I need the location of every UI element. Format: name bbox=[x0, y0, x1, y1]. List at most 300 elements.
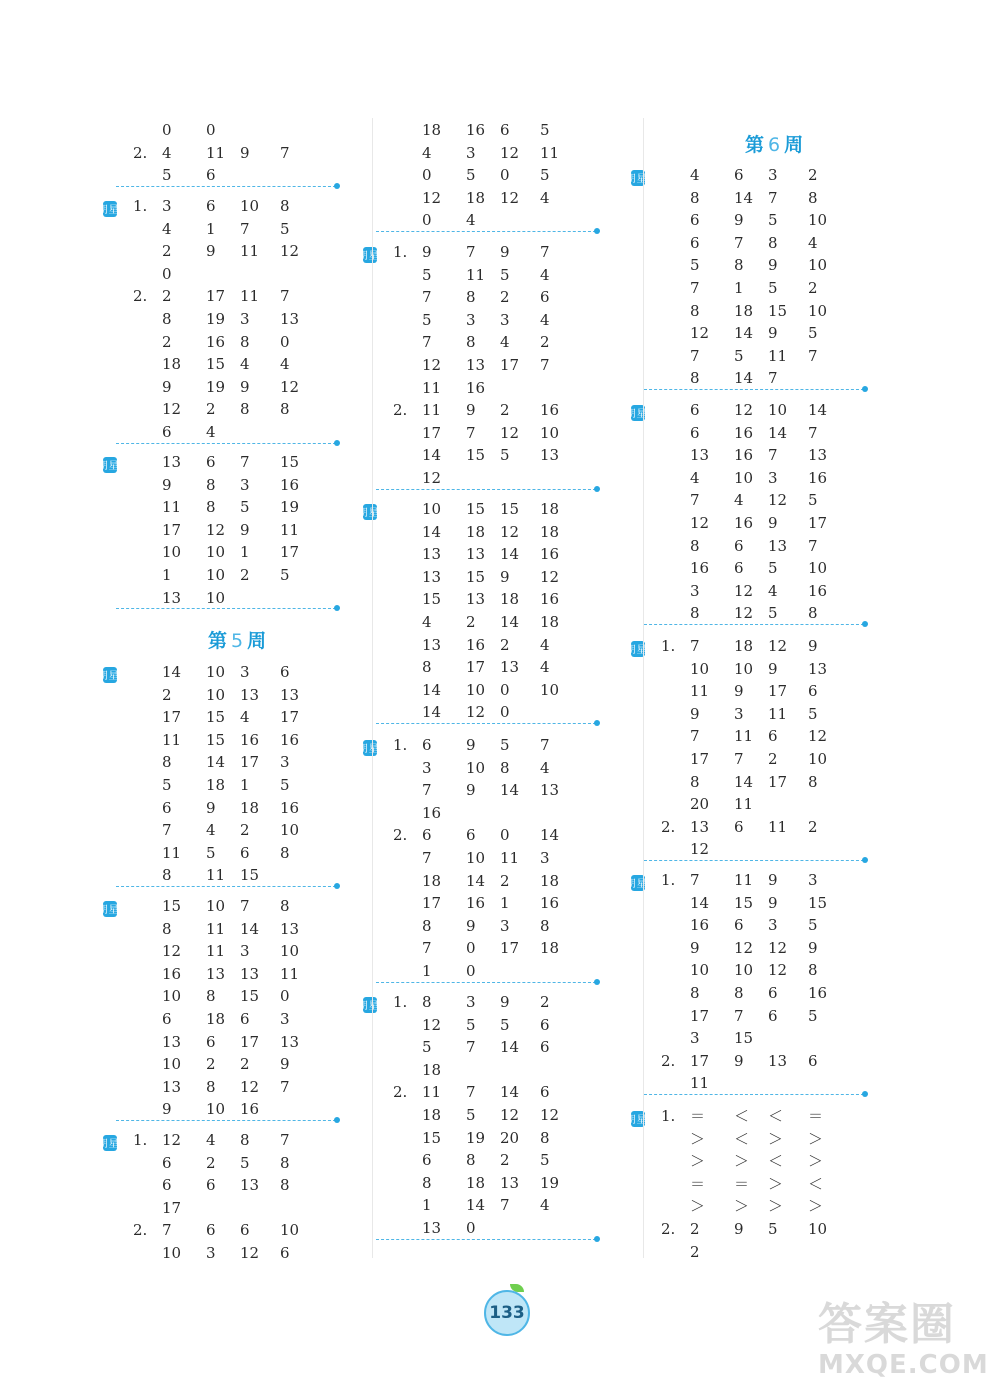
answer-row bbox=[360, 916, 610, 936]
answer-row bbox=[360, 544, 610, 564]
answer-value: 12 bbox=[500, 522, 520, 541]
answer-value: 0 bbox=[500, 680, 510, 699]
question-number: 2. bbox=[661, 1220, 676, 1238]
answer-value: 18 bbox=[240, 798, 260, 817]
answer-value: ＜ bbox=[734, 1129, 750, 1148]
answer-value: 17 bbox=[422, 894, 442, 913]
answer-value: 4 bbox=[162, 219, 172, 238]
question-number: 2. bbox=[661, 817, 676, 836]
answer-value: 14 bbox=[768, 423, 788, 442]
answer-value: 17 bbox=[206, 287, 226, 306]
answer-value: 12 bbox=[768, 637, 788, 655]
answer-value: 12 bbox=[540, 1106, 560, 1124]
answer-value: 6 bbox=[734, 166, 744, 184]
answer-value: 11 bbox=[240, 242, 260, 261]
answer-value: 16 bbox=[734, 514, 754, 532]
question-number: 1. bbox=[133, 197, 148, 215]
answer-row bbox=[628, 323, 878, 343]
answer-value: 8 bbox=[734, 256, 744, 275]
section-divider bbox=[116, 886, 336, 887]
answer-row bbox=[100, 1153, 350, 1173]
answer-value: 17 bbox=[162, 520, 182, 539]
answer-value: 8 bbox=[280, 1176, 290, 1195]
answer-value: 8 bbox=[240, 400, 250, 419]
answer-value: 8 bbox=[162, 919, 172, 938]
weekday-tab: 星期二 bbox=[103, 901, 117, 917]
answer-value: 6 bbox=[162, 1153, 172, 1172]
answer-value: ＝ bbox=[690, 1174, 706, 1193]
answer-value: 7 bbox=[280, 1077, 290, 1096]
answer-value: 15 bbox=[466, 500, 486, 518]
answer-value: 10 bbox=[206, 897, 226, 915]
answer-value: 17 bbox=[768, 682, 788, 701]
answer-value: 13 bbox=[690, 817, 710, 836]
answer-row bbox=[628, 165, 878, 185]
answer-value: 9 bbox=[734, 682, 744, 701]
answer-value: 18 bbox=[466, 1173, 486, 1192]
answer-value: 13 bbox=[540, 446, 560, 465]
answer-row bbox=[360, 780, 610, 800]
answer-value: 3 bbox=[162, 197, 172, 215]
weekday-tab: 星期六 bbox=[103, 201, 117, 217]
answer-value: 9 bbox=[734, 1051, 744, 1070]
answer-value: 14 bbox=[466, 871, 486, 890]
answer-row bbox=[628, 704, 878, 724]
answer-row bbox=[100, 1175, 350, 1195]
answer-row bbox=[628, 536, 878, 556]
answer-value: 15 bbox=[734, 893, 754, 912]
answer-value: 3 bbox=[690, 581, 700, 600]
answer-value: 3 bbox=[690, 1029, 700, 1048]
answer-row bbox=[100, 798, 350, 818]
answer-value: 8 bbox=[280, 400, 290, 419]
answer-value: 2 bbox=[690, 1242, 700, 1261]
answer-value: 3 bbox=[768, 916, 778, 935]
answer-value: 12 bbox=[162, 400, 182, 419]
answer-value: 16 bbox=[808, 468, 828, 487]
section-divider bbox=[116, 186, 336, 187]
section-divider bbox=[376, 489, 596, 490]
answer-row bbox=[628, 1106, 878, 1126]
answer-value: 9 bbox=[768, 871, 778, 889]
answer-value: 8 bbox=[808, 961, 818, 980]
answer-value: 4 bbox=[500, 333, 510, 352]
answer-row bbox=[360, 1150, 610, 1170]
answer-row bbox=[628, 1196, 878, 1216]
answer-value: 3 bbox=[500, 916, 510, 935]
answer-value: 14 bbox=[422, 522, 442, 541]
answer-value: 14 bbox=[734, 369, 754, 388]
answer-value: 16 bbox=[540, 590, 560, 609]
answer-row bbox=[100, 1130, 350, 1150]
answer-value: 13 bbox=[808, 446, 828, 465]
answer-value: 5 bbox=[466, 166, 476, 185]
answer-row bbox=[360, 702, 610, 722]
answer-row bbox=[360, 1015, 610, 1035]
answer-row bbox=[100, 588, 350, 608]
answer-value: 6 bbox=[808, 682, 818, 701]
answer-value: 5 bbox=[768, 604, 778, 623]
answer-value: 19 bbox=[206, 310, 226, 328]
answer-value: 8 bbox=[540, 916, 550, 935]
answer-value: 13 bbox=[162, 588, 182, 607]
page-number: 133 bbox=[484, 1290, 530, 1336]
answer-row bbox=[100, 332, 350, 352]
answer-value: 0 bbox=[466, 939, 476, 958]
answer-value: 18 bbox=[466, 188, 486, 207]
answer-value: 3 bbox=[240, 475, 250, 494]
answer-value: 5 bbox=[540, 166, 550, 185]
answer-value: 4 bbox=[540, 265, 550, 284]
answer-value: 7 bbox=[690, 637, 700, 655]
answer-value: 8 bbox=[466, 288, 476, 307]
answer-value: 19 bbox=[540, 1173, 560, 1192]
question-number: 2. bbox=[133, 1221, 148, 1240]
answer-value: 5 bbox=[768, 211, 778, 230]
answer-value: 7 bbox=[466, 423, 476, 442]
question-number: 1. bbox=[661, 637, 676, 655]
answer-value: 2 bbox=[466, 613, 476, 631]
answer-value: 11 bbox=[422, 401, 442, 420]
answer-row bbox=[360, 657, 610, 677]
question-number: 1. bbox=[133, 1131, 148, 1149]
answer-value: 4 bbox=[162, 143, 172, 162]
question-number: 2. bbox=[393, 1083, 408, 1102]
answer-row bbox=[100, 1198, 350, 1218]
answer-value: 14 bbox=[540, 826, 560, 845]
answer-value: 8 bbox=[690, 301, 700, 320]
answer-row bbox=[360, 893, 610, 913]
answer-value: 6 bbox=[422, 826, 432, 845]
answer-row bbox=[628, 893, 878, 913]
answer-value: 9 bbox=[690, 704, 700, 723]
answer-value: 6 bbox=[690, 401, 700, 419]
answer-value: 10 bbox=[540, 423, 560, 442]
answer-value: 4 bbox=[240, 355, 250, 374]
question-number: 1. bbox=[393, 243, 408, 261]
answer-value: 2 bbox=[162, 287, 172, 306]
answer-value: 6 bbox=[162, 1010, 172, 1028]
answer-value: 16 bbox=[280, 798, 300, 817]
answer-value: 8 bbox=[422, 916, 432, 935]
answer-value: 9 bbox=[500, 243, 510, 261]
answer-value: 2 bbox=[206, 400, 216, 419]
answer-row bbox=[100, 752, 350, 772]
answer-value: 16 bbox=[280, 475, 300, 494]
answer-value: 15 bbox=[240, 866, 260, 885]
answer-row bbox=[360, 188, 610, 208]
answer-value: 2 bbox=[500, 288, 510, 307]
answer-value: 8 bbox=[206, 475, 216, 494]
answer-value: 10 bbox=[280, 821, 300, 840]
answer-value: 4 bbox=[540, 658, 550, 677]
answer-value: 11 bbox=[280, 964, 300, 983]
answer-value: 8 bbox=[690, 604, 700, 623]
answer-row bbox=[628, 255, 878, 275]
answer-row bbox=[100, 309, 350, 329]
answer-value: 13 bbox=[162, 1077, 182, 1096]
weekday-tab: 星期四 bbox=[631, 875, 645, 891]
answer-value: 16 bbox=[808, 984, 828, 1002]
section-divider bbox=[376, 982, 596, 983]
column-divider bbox=[643, 118, 644, 1258]
answer-value: 12 bbox=[734, 581, 754, 600]
answer-row bbox=[360, 1060, 610, 1080]
weekday-tab: 星期四 bbox=[363, 247, 377, 263]
answer-row bbox=[360, 522, 610, 542]
answer-value: 6 bbox=[162, 423, 172, 441]
question-number: 2. bbox=[133, 287, 148, 306]
answer-value: 8 bbox=[240, 1131, 250, 1149]
answer-row bbox=[100, 377, 350, 397]
answer-value: 2 bbox=[162, 242, 172, 261]
answer-value: 5 bbox=[690, 256, 700, 275]
answer-value: 15 bbox=[466, 446, 486, 465]
answer-value: 7 bbox=[690, 346, 700, 365]
answer-row bbox=[360, 120, 610, 140]
answer-row bbox=[360, 1037, 610, 1057]
answer-row bbox=[360, 1218, 610, 1238]
answer-value: 15 bbox=[162, 897, 182, 915]
answer-value: 7 bbox=[540, 736, 550, 754]
answer-value: 6 bbox=[808, 1051, 818, 1070]
weekday-tab: 星期日 bbox=[103, 457, 117, 473]
answer-value: 8 bbox=[540, 1128, 550, 1147]
answer-value: 15 bbox=[280, 453, 300, 471]
answer-row bbox=[360, 961, 610, 981]
answer-value: 13 bbox=[240, 964, 260, 983]
answer-row bbox=[360, 378, 610, 398]
answer-value: 16 bbox=[466, 378, 486, 397]
answer-row bbox=[360, 635, 610, 655]
answer-row bbox=[100, 399, 350, 419]
answer-value: 9 bbox=[240, 143, 250, 162]
answer-value: 3 bbox=[422, 758, 432, 777]
answer-value: 12 bbox=[734, 938, 754, 957]
answer-value: 15 bbox=[206, 708, 226, 727]
answer-value: 8 bbox=[466, 1151, 476, 1170]
watermark-logo: 答案圈 bbox=[818, 1299, 956, 1350]
answer-value: 10 bbox=[206, 1100, 226, 1119]
answer-value: 2 bbox=[540, 993, 550, 1011]
answer-value: 6 bbox=[768, 1006, 778, 1025]
answer-value: 14 bbox=[422, 446, 442, 465]
answer-value: 3 bbox=[768, 468, 778, 487]
answer-value: 8 bbox=[422, 658, 432, 677]
answer-value: 2 bbox=[206, 1055, 216, 1074]
answer-value: 13 bbox=[240, 685, 260, 704]
answer-value: 13 bbox=[422, 567, 442, 586]
answer-value: ＜ bbox=[734, 1107, 750, 1125]
answer-value: 8 bbox=[690, 984, 700, 1002]
answer-row bbox=[100, 1220, 350, 1240]
answer-value: 1 bbox=[422, 1196, 432, 1215]
answer-value: 12 bbox=[690, 840, 710, 859]
answer-row bbox=[628, 636, 878, 656]
answer-row bbox=[360, 165, 610, 185]
answer-row bbox=[628, 1028, 878, 1048]
answer-value: 16 bbox=[422, 803, 442, 822]
answer-row bbox=[100, 1054, 350, 1074]
answer-value: 13 bbox=[500, 658, 520, 677]
answer-row bbox=[628, 445, 878, 465]
answer-value: 3 bbox=[466, 993, 476, 1011]
answer-value: 10 bbox=[734, 468, 754, 487]
answer-value: 5 bbox=[240, 1153, 250, 1172]
answer-value: 17 bbox=[690, 750, 710, 768]
answer-row bbox=[628, 749, 878, 769]
answer-value: 2 bbox=[500, 401, 510, 420]
answer-row bbox=[100, 143, 350, 163]
answer-value: 10 bbox=[162, 543, 182, 562]
answer-value: ＜ bbox=[768, 1152, 784, 1171]
answer-row bbox=[100, 120, 350, 140]
answer-value: 16 bbox=[240, 1100, 260, 1119]
answer-value: 13 bbox=[206, 964, 226, 983]
answer-value: 0 bbox=[280, 987, 290, 1006]
section-divider bbox=[644, 1094, 864, 1095]
answer-row bbox=[100, 986, 350, 1006]
answer-value: 17 bbox=[500, 939, 520, 958]
answer-row bbox=[360, 287, 610, 307]
answer-value: 18 bbox=[540, 613, 560, 631]
answer-value: 14 bbox=[734, 188, 754, 207]
answer-value: 11 bbox=[280, 520, 300, 539]
answer-value: 5 bbox=[466, 1106, 476, 1124]
answer-value: 7 bbox=[466, 1083, 476, 1102]
answer-value: 8 bbox=[206, 987, 216, 1006]
answer-value: 2 bbox=[206, 1153, 216, 1172]
answer-value: 8 bbox=[690, 188, 700, 207]
answer-value: 12 bbox=[690, 324, 710, 343]
answer-value: 18 bbox=[422, 121, 442, 139]
answer-value: 14 bbox=[500, 781, 520, 800]
answer-value: 4 bbox=[206, 821, 216, 840]
answer-value: 5 bbox=[162, 166, 172, 185]
answer-row bbox=[360, 310, 610, 330]
answer-row bbox=[360, 871, 610, 891]
answer-value: 11 bbox=[690, 1074, 710, 1093]
answer-value: 8 bbox=[162, 866, 172, 885]
answer-value: 3 bbox=[466, 143, 476, 162]
answer-value: 7 bbox=[500, 1196, 510, 1215]
answer-value: 9 bbox=[768, 324, 778, 343]
section-divider bbox=[376, 1239, 596, 1240]
answer-row bbox=[628, 468, 878, 488]
answer-value: 9 bbox=[734, 211, 744, 230]
answer-value: 5 bbox=[734, 346, 744, 365]
answer-value: 5 bbox=[422, 1038, 432, 1057]
answer-row bbox=[360, 1195, 610, 1215]
answer-value: 4 bbox=[540, 635, 550, 654]
answer-value: 5 bbox=[280, 776, 290, 794]
answer-row bbox=[100, 1099, 350, 1119]
answer-value: 16 bbox=[162, 964, 182, 983]
answer-value: 17 bbox=[280, 543, 300, 562]
answer-value: 7 bbox=[280, 287, 290, 306]
answer-row bbox=[100, 730, 350, 750]
answer-value: 6 bbox=[206, 1032, 216, 1051]
answer-value: ＝ bbox=[808, 1107, 824, 1125]
answer-value: 7 bbox=[240, 897, 250, 915]
answer-value: 13 bbox=[240, 1176, 260, 1195]
answer-value: 6 bbox=[206, 166, 216, 185]
answer-row bbox=[360, 468, 610, 488]
answer-value: 18 bbox=[206, 1010, 226, 1028]
answer-value: 10 bbox=[422, 500, 442, 518]
answer-value: 1 bbox=[422, 962, 432, 980]
answer-row bbox=[360, 355, 610, 375]
answer-value: 6 bbox=[540, 1083, 550, 1102]
answer-value: 12 bbox=[422, 1015, 442, 1034]
answer-value: ＜ bbox=[768, 1107, 784, 1125]
answer-row bbox=[100, 475, 350, 495]
answer-value: 10 bbox=[734, 659, 754, 678]
answer-value: 6 bbox=[206, 197, 216, 215]
answer-value: 9 bbox=[690, 938, 700, 957]
answer-value: 2 bbox=[500, 635, 510, 654]
answer-value: 3 bbox=[280, 1010, 290, 1028]
answer-value: 11 bbox=[540, 143, 560, 162]
answer-value: 7 bbox=[422, 849, 432, 867]
answer-value: 7 bbox=[240, 219, 250, 238]
answer-value: 4 bbox=[690, 166, 700, 184]
section-divider bbox=[376, 231, 596, 232]
answer-value: 9 bbox=[768, 659, 778, 678]
answer-value: 8 bbox=[422, 993, 432, 1011]
answer-value: 6 bbox=[734, 916, 744, 935]
answer-value: ＞ bbox=[690, 1197, 706, 1216]
answer-value: 13 bbox=[768, 1051, 788, 1070]
answer-value: 7 bbox=[768, 369, 778, 388]
answer-value: 20 bbox=[690, 795, 710, 814]
answer-value: 7 bbox=[808, 536, 818, 555]
answer-value: 10 bbox=[808, 256, 828, 275]
answer-value: ＞ bbox=[808, 1152, 824, 1171]
answer-value: ＞ bbox=[768, 1197, 784, 1216]
answer-row bbox=[100, 964, 350, 984]
answer-value: 8 bbox=[466, 333, 476, 352]
answer-row bbox=[360, 680, 610, 700]
answer-value: 16 bbox=[690, 559, 710, 578]
answer-value: 10 bbox=[690, 961, 710, 980]
answer-value: 14 bbox=[808, 401, 828, 419]
answer-row bbox=[100, 896, 350, 916]
answer-value: 6 bbox=[690, 233, 700, 252]
answer-value: 6 bbox=[206, 1176, 216, 1195]
answer-row bbox=[100, 497, 350, 517]
section-divider bbox=[376, 723, 596, 724]
answer-value: 15 bbox=[500, 500, 520, 518]
answer-value: 7 bbox=[422, 333, 432, 352]
answer-value: 7 bbox=[422, 781, 432, 800]
answer-row bbox=[360, 992, 610, 1012]
answer-value: 11 bbox=[206, 919, 226, 938]
answer-value: 11 bbox=[690, 682, 710, 701]
answer-value: 3 bbox=[466, 310, 476, 329]
answer-value: 5 bbox=[280, 219, 290, 238]
answer-value: 4 bbox=[768, 581, 778, 600]
answer-value: ＝ bbox=[690, 1107, 706, 1125]
answer-value: 6 bbox=[768, 984, 778, 1002]
answer-value: 5 bbox=[466, 1015, 476, 1034]
section-divider bbox=[116, 1120, 336, 1121]
answer-value: 6 bbox=[768, 727, 778, 746]
answer-value: 16 bbox=[280, 730, 300, 749]
answer-value: 10 bbox=[808, 301, 828, 320]
answer-value: 13 bbox=[422, 545, 442, 564]
answer-value: 16 bbox=[808, 581, 828, 600]
